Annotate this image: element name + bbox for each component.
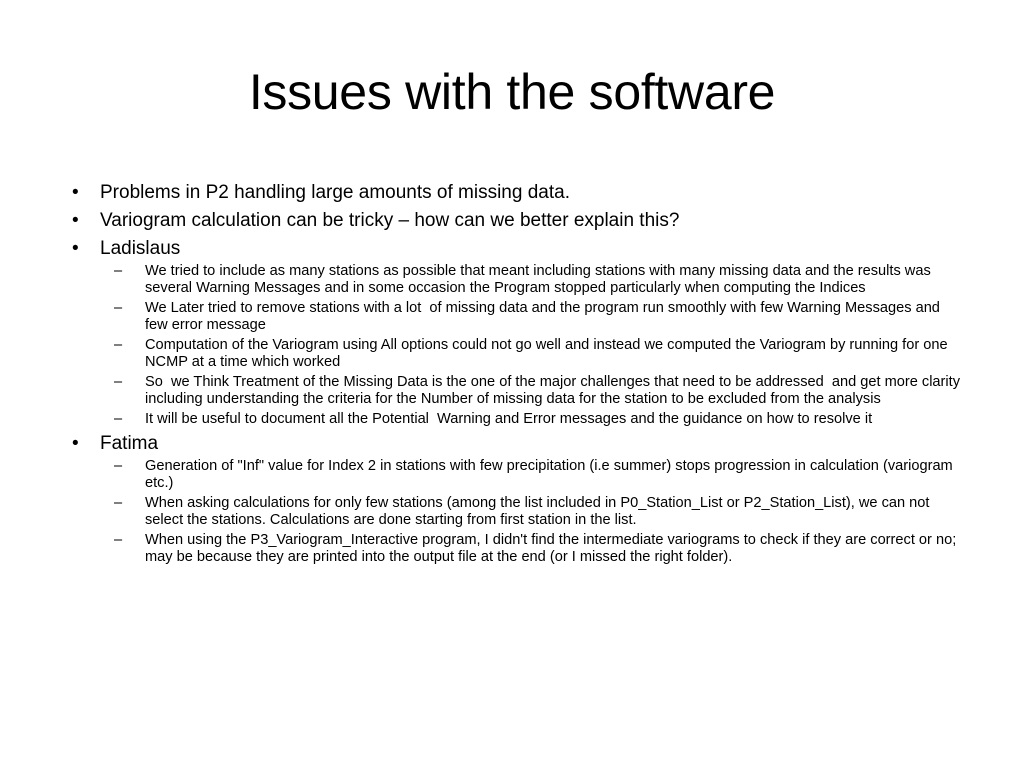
sub-bullet-item [100, 374, 965, 408]
bullet-glyph: • [72, 182, 79, 203]
bullet-text: Problems in P2 handling large amounts of missing data. [100, 182, 570, 203]
bullet-text: Variogram calculation can be tricky – how can we better explain this? [100, 210, 680, 231]
sub-bullet-text: So we Think Treatment of the Missing Data is the one of the major challenges that need to be addressed and get more clarity including understanding the criteria for the Number of missing data for the station to be excluded from the analysis [145, 374, 965, 407]
sub-bullet-item [100, 532, 962, 566]
sub-bullet-item [100, 458, 962, 492]
sub-bullet-text: When asking calculations for only few stations (among the list included in P0_Station_List or P2_Station_List), we can not select the stations. Calculations are done starting from first station in the list. [145, 495, 934, 528]
dash-glyph: – [114, 411, 123, 427]
bullet-item-ladislaus [72, 237, 965, 428]
dash-glyph: – [114, 495, 123, 511]
sub-bullet-text: It will be useful to document all the Potential Warning and Error messages and the guidance on how to resolve it [145, 411, 873, 427]
sub-bullet-list [100, 458, 962, 566]
sub-bullet-text: Computation of the Variogram using All options could not go well and instead we computed the Variogram by running for one NCMP at a time which worked [145, 337, 952, 370]
slide-title: Issues with the software [248, 64, 776, 120]
sub-bullet-item [100, 495, 962, 529]
sub-bullet-text: When using the P3_Variogram_Interactive program, I didn't find the intermediate variograms to check if they are correct or no; may be because they are printed into the output file at the end (or I missed the right folder). [145, 532, 961, 565]
dash-glyph: – [114, 263, 123, 279]
sub-bullet-item [100, 337, 962, 371]
sub-bullet-text: Generation of "Inf" value for Index 2 in stations with few precipitation (i.e summer) stops progression in calculation (variogram etc.) [145, 458, 957, 491]
sub-bullet-item [100, 300, 962, 334]
bullet-glyph: • [72, 210, 79, 231]
bullet-item [72, 181, 962, 205]
sub-bullet-text: We tried to include as many stations as possible that meant including stations with many missing data and the results was several Warning Messages and in some occasion the Program stopped particularly when computing the Indices [145, 263, 935, 296]
slide-content [72, 181, 965, 570]
dash-glyph: – [114, 337, 123, 353]
bullet-text: Fatima [100, 433, 159, 454]
bullet-item [72, 209, 962, 233]
dash-glyph: – [114, 458, 123, 474]
bullet-glyph: • [72, 238, 79, 259]
sub-bullet-item [100, 263, 962, 297]
dash-glyph: – [114, 374, 123, 390]
sub-bullet-list [100, 263, 965, 428]
sub-bullet-item [100, 411, 962, 428]
bullet-text: Ladislaus [100, 238, 181, 259]
bullet-list [72, 181, 965, 566]
dash-glyph: – [114, 300, 123, 316]
bullet-item-fatima [72, 432, 962, 566]
sub-bullet-text: We Later tried to remove stations with a lot of missing data and the program run smoothly with few Warning Messages and few error message [145, 300, 944, 333]
bullet-glyph: • [72, 433, 79, 454]
dash-glyph: – [114, 532, 123, 548]
